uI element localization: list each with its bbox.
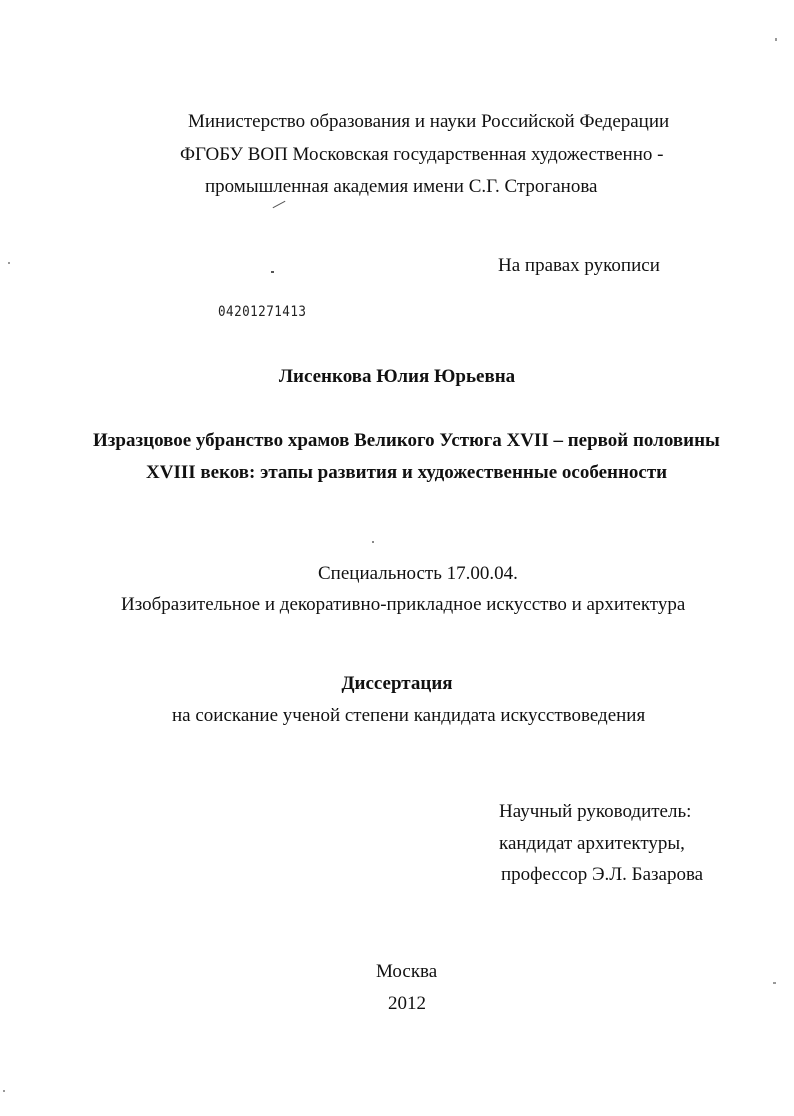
supervisor-degree: кандидат архитектуры,	[499, 833, 685, 854]
scan-speck	[372, 541, 374, 543]
scan-speck	[8, 262, 10, 264]
author-name: Лисенкова Юлия Юрьевна	[278, 366, 516, 387]
dissertation-title-line-1: Изразцовое убранство храмов Великого Устюга XVII – первой половины	[93, 430, 720, 451]
institution-line-3: промышленная академия имени С.Г. Строганова	[205, 176, 598, 197]
work-type-heading: Диссертация	[341, 673, 453, 694]
supervisor-label: Научный руководитель:	[499, 801, 692, 822]
specialty-name: Изобразительное и декоративно-прикладное искусство и архитектура	[121, 594, 686, 615]
scan-speck	[775, 38, 777, 41]
institution-line-2: ФГОБУ ВОП Московская государственная художественно -	[180, 144, 664, 165]
scan-speck	[773, 982, 776, 984]
supervisor-name: профессор Э.Л. Базарова	[501, 864, 704, 885]
scan-speck	[3, 1090, 5, 1092]
specialty-code: Специальность 17.00.04.	[318, 563, 518, 584]
scan-mark	[273, 201, 286, 208]
stamp-code: 04201271413	[218, 304, 307, 320]
manuscript-rights-label: На правах рукописи	[498, 255, 660, 276]
city: Москва	[376, 961, 438, 982]
dissertation-title-line-2: XVIII веков: этапы развития и художественные особенности	[146, 462, 668, 483]
institution-line-1: Министерство образования и науки Российской Федерации	[188, 111, 670, 132]
work-type-subtitle: на соискание ученой степени кандидата искусствоведения	[172, 705, 646, 726]
year: 2012	[388, 993, 426, 1014]
scan-speck	[271, 271, 274, 273]
